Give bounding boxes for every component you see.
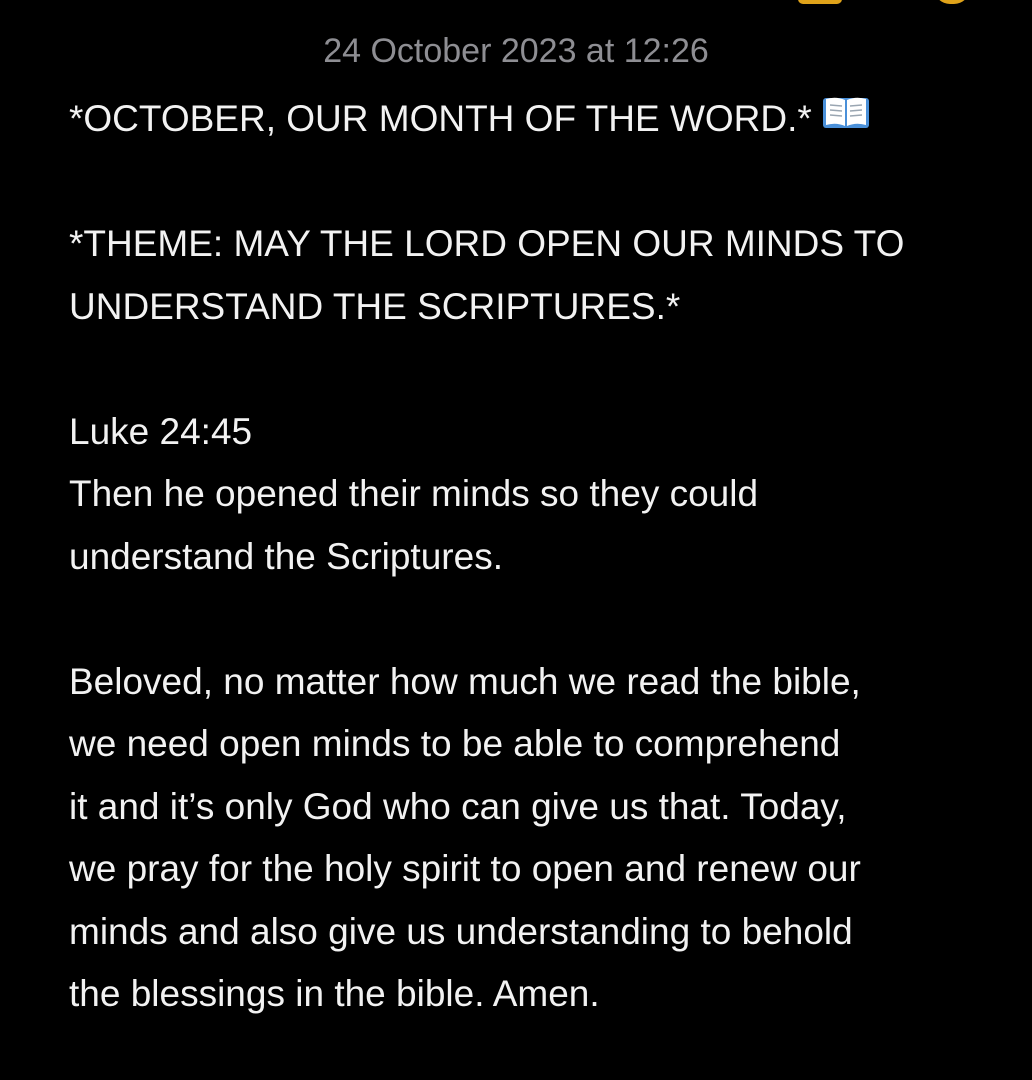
body-line: it and it’s only God who can give us that. Today, xyxy=(69,785,847,827)
body-line: we need open minds to be able to comprehend xyxy=(69,723,841,764)
body-line: the blessings in the bible. Amen. xyxy=(69,973,600,1014)
body-line: minds and also give us understanding to behold xyxy=(69,910,853,952)
more-icon[interactable] xyxy=(934,0,970,4)
blank-line xyxy=(69,151,989,214)
theme-line: *THEME: MAY THE LORD OPEN OUR MINDS TO xyxy=(69,223,905,264)
body-line: Beloved, no matter how much we read the bible, xyxy=(69,660,861,702)
note-title-text: *OCTOBER, OUR MONTH OF THE WORD.* xyxy=(69,98,812,139)
toolbar xyxy=(0,0,1032,8)
theme-line: UNDERSTAND THE SCRIPTURES.* xyxy=(69,285,681,327)
note-title-line xyxy=(69,88,989,151)
body-line: we pray for the holy spirit to open and renew our xyxy=(69,848,861,889)
blank-line xyxy=(69,338,989,401)
note-timestamp: 24 October 2023 at 12:26 xyxy=(323,32,709,70)
open-book-icon xyxy=(822,86,870,149)
verse-text-line: understand the Scriptures. xyxy=(69,535,503,577)
compose-icon[interactable] xyxy=(798,0,842,4)
blank-line xyxy=(69,588,989,651)
note-body[interactable] xyxy=(69,88,989,1026)
verse-reference: Luke 24:45 xyxy=(69,410,253,452)
verse-text-line: Then he opened their minds so they could xyxy=(69,473,759,514)
